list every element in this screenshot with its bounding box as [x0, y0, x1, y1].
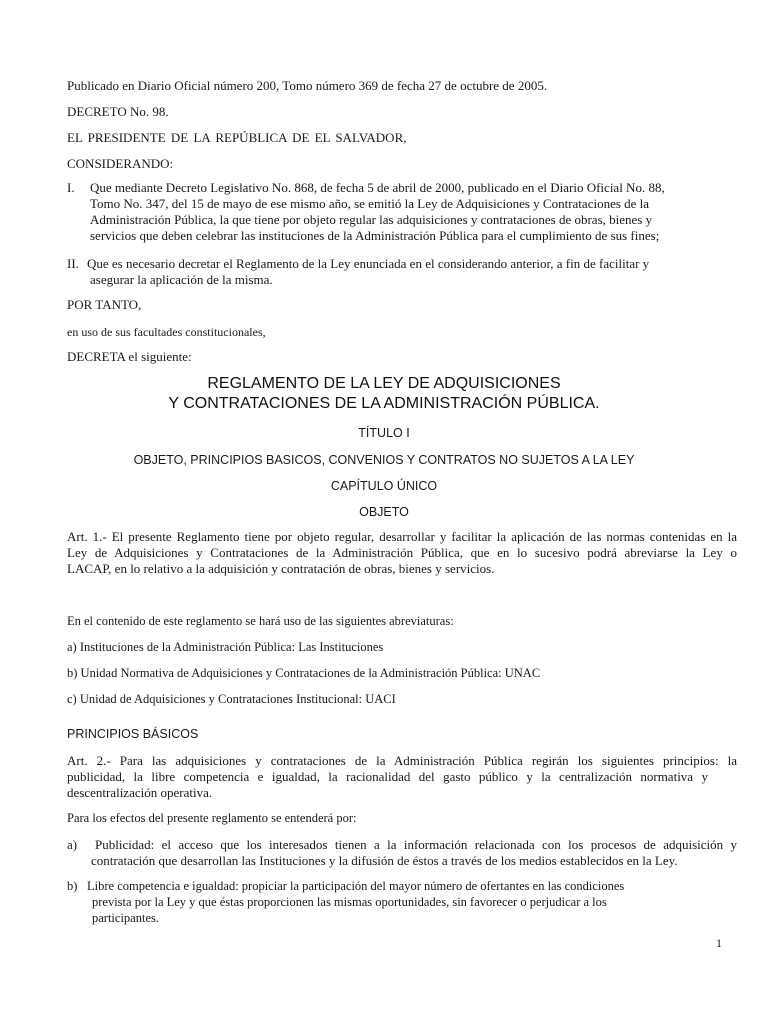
article-2-line: descentralización operativa.: [67, 785, 213, 800]
considerando-1-line: Tomo No. 347, del 15 de mayo de ese mismo año, se emitió la Ley de Adquisiciones y Contrataciones de la: [90, 196, 650, 211]
considerando-1-marker: I.: [67, 180, 75, 195]
article-1-line: Ley de Adquisiciones y Contrataciones de la Administración Pública, que en lo sucesivo podrá abreviarse la Ley o: [67, 545, 737, 560]
abbreviation-item: a) Instituciones de la Administración Pública: Las Instituciones: [67, 640, 384, 654]
article-1: [67, 529, 737, 577]
considering-heading: CONSIDERANDO:: [67, 156, 174, 171]
definition-b-marker: b): [67, 879, 78, 893]
considerando-2-line: Que es necesario decretar el Reglamento de la Ley enunciada en el considerando anterior, a fin de facilitar y: [87, 256, 650, 271]
article-2-line: Art. 2.- Para las adquisiciones y contrataciones de la Administración Pública regirán los siguientes principios: la: [67, 753, 737, 768]
considerando-1: [90, 180, 690, 244]
considerando-1-line: Administración Pública, la que tiene por objeto regular las adquisiciones y contrataciones de obras, bienes y: [90, 212, 653, 227]
por-tanto: POR TANTO,: [67, 297, 142, 312]
decreta-line: DECRETA el siguiente:: [67, 349, 192, 364]
efectos-intro: Para los efectos del presente reglamento se entenderá por:: [67, 811, 357, 825]
facultades-line: en uso de sus facultades constitucionales,: [67, 325, 266, 339]
regulation-title-line-1: REGLAMENTO DE LA LEY DE ADQUISICIONES: [207, 375, 561, 392]
definition-b-line: prevista por la Ley y que éstas proporcionen las mismas oportunidades, sin favorecer o perjudicar a los: [92, 895, 607, 909]
decree-number: DECRETO No. 98.: [67, 104, 169, 119]
definition-b: [87, 878, 624, 926]
objeto-heading: OBJETO: [359, 505, 409, 519]
considerando-1-line: servicios que deben celebrar las instituciones de la Administración Pública para el cumplimiento de sus fines;: [90, 228, 660, 243]
regulation-title-line-2: Y CONTRATACIONES DE LA ADMINISTRACIÓN PÚBLICA.: [168, 395, 600, 412]
considerando-2-marker: II.: [67, 256, 79, 271]
article-2-line: publicidad, la libre competencia e igualdad, la racionalidad del gasto público y la centralización normativa y: [67, 769, 708, 784]
publication-note: Publicado en Diario Oficial número 200, Tomo número 369 de fecha 27 de octubre de 2005.: [67, 78, 548, 93]
definition-b-line: participantes.: [92, 911, 159, 925]
page-number: 1: [716, 936, 722, 950]
considerando-1-line: Que mediante Decreto Legislativo No. 868, de fecha 5 de abril de 2000, publicado en el Diario Oficial No. 88,: [90, 180, 665, 195]
considerando-2: [87, 256, 649, 288]
titulo-heading: TÍTULO I: [358, 426, 410, 440]
abbreviation-item: c) Unidad de Adquisiciones y Contrataciones Institucional: UACI: [67, 692, 396, 706]
article-1-line: Art. 1.- El presente Reglamento tiene por objeto regular, desarrollar y facilitar la aplicación de las normas contenidas en la: [67, 529, 737, 544]
definition-b-line: Libre competencia e igualdad: propiciar la participación del mayor número de ofertantes en las condiciones: [87, 879, 625, 893]
abbreviation-item: b) Unidad Normativa de Adquisiciones y Contrataciones de la Administración Pública: UNAC: [67, 666, 541, 680]
definition-a: [91, 837, 737, 869]
definition-a-line: Publicidad: el acceso que los interesados tienen a la información relacionada con los procesos de adquisición y: [95, 837, 737, 852]
definition-a-marker: a): [67, 837, 78, 852]
article-1-line: LACAP, en lo relativo a la adquisición y contratación de obras, bienes y servicios.: [67, 561, 495, 576]
principios-heading: PRINCIPIOS BÁSICOS: [67, 727, 199, 741]
definition-a-line: contratación que desarrollan las Instituciones y la difusión de éstos a través de los medios establecidos en la Ley.: [91, 853, 678, 868]
considerando-2-line: asegurar la aplicación de la misma.: [90, 272, 273, 287]
article-2: [67, 753, 737, 801]
authority-line: EL PRESIDENTE DE LA REPÚBLICA DE EL SALVADOR,: [67, 130, 407, 145]
abbreviations-intro: En el contenido de este reglamento se hará uso de las siguientes abreviaturas:: [67, 614, 454, 628]
titulo-name: OBJETO, PRINCIPIOS BASICOS, CONVENIOS Y CONTRATOS NO SUJETOS A LA LEY: [133, 453, 635, 467]
capitulo-heading: CAPÍTULO ÚNICO: [330, 479, 438, 493]
